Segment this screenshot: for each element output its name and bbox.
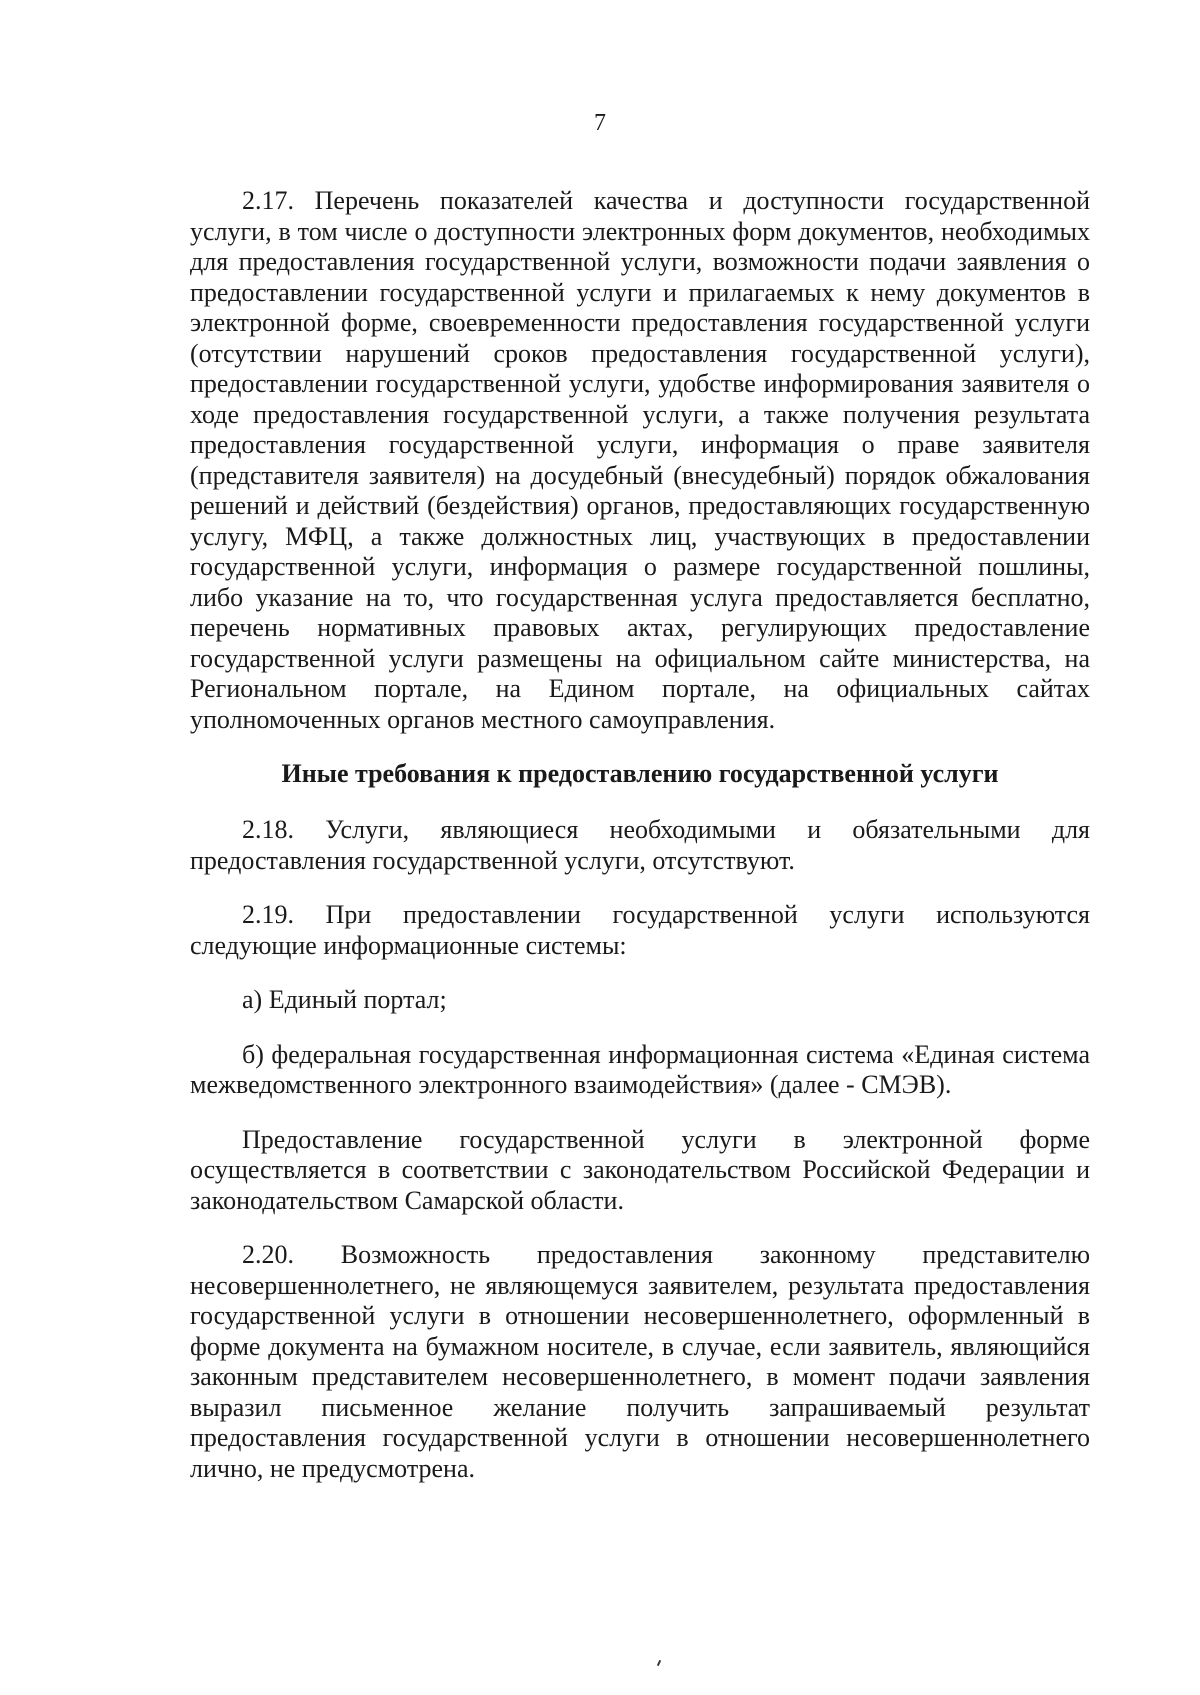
paragraph-2-20: 2.20. Возможность предоставления законному представителю несовершеннолетнего, не являющемуся заявителем, результата предоставления государственной услуги в отношении несовершеннолетнего, оформленный в форме документа на бумажном носителе, в случае, если заявитель, являющийся законным представителем несовершеннолетнего, в момент подачи заявления выразил письменное желание получить запрашиваемый результат предоставления государственной услуги в отношении несовершеннолетнего лично, не предусмотрена. [190,1240,1090,1483]
page-number: 7 [594,110,606,136]
document-body [190,186,1090,1484]
paragraph-2-17: 2.17. Перечень показателей качества и доступности государственной услуги, в том числе о доступности электронных форм документов, необходимых для предоставления государственной услуги, возможности подачи заявления о предоставлении государственной услуги и прилагаемых к нему документов в электронной форме, своевременности предоставления государственной услуги (отсутствии нарушений сроков предоставления государственной услуги), предоставлении государственной услуги, удобстве информирования заявителя о ходе предоставления государственной услуги, а также получения результата предоставления государственной услуги, информация о праве заявителя (представителя заявителя) на досудебный (внесудебный) порядок обжалования решений и действий (бездействия) органов, предоставляющих государственную услугу, МФЦ, а также должностных лиц, участвующих в предоставлении государственной услуги, информация о размере государственной пошлины, либо указание на то, что государственная услуга предоставляется бесплатно, перечень нормативных правовых актах, регулирующих предоставление государственной услуги размещены на официальном сайте министерства, на Региональном портале, на Едином портале, на официальных сайтах уполномоченных органов местного самоуправления. [190,186,1090,734]
list-item-b: б) федеральная государственная информационная система «Единая система межведомственного электронного взаимодействия» (далее - СМЭВ). [190,1039,1090,1099]
paragraph-electronic-form: Предоставление государственной услуги в электронной форме осуществляется в соответствии с законодательством Российской Федерации и законодательством Самарской области. [190,1124,1090,1215]
section-heading: Иные требования к предоставлению государственной услуги [281,759,999,788]
list-item-a: а) Единый портал; [242,985,447,1014]
paragraph-2-18: 2.18. Услуги, являющиеся необходимыми и обязательными для предоставления государственной услуги, отсутствуют. [190,815,1090,875]
scan-speck [657,1660,661,1666]
paragraph-2-19: 2.19. При предоставлении государственной услуги используются следующие информационные системы: [190,900,1090,960]
